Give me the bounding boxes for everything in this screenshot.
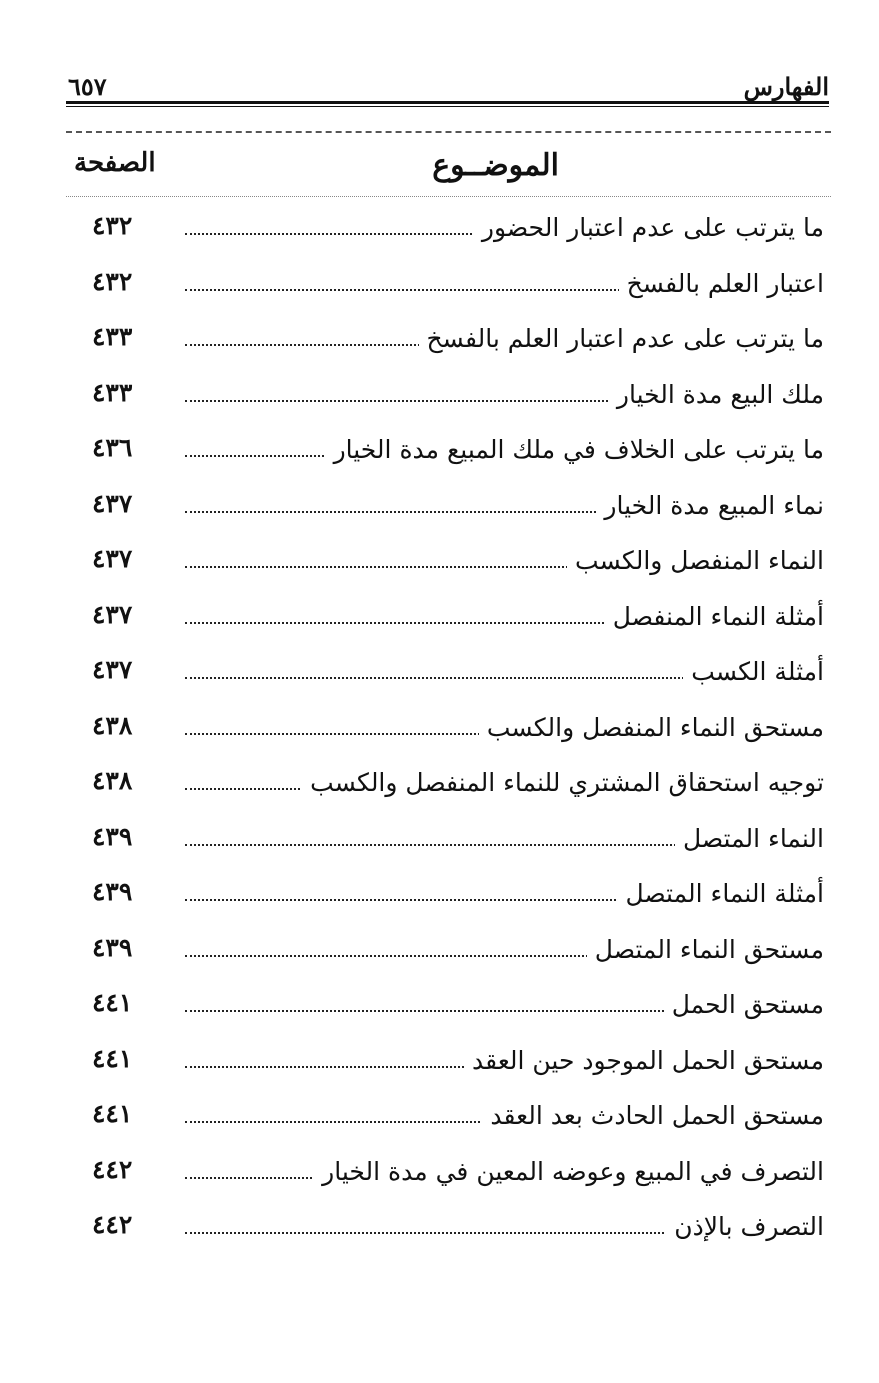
entry-page-number: ٤٤١ (92, 988, 133, 1017)
page-column-heading: الصفحة (74, 148, 156, 178)
entry-topic: توجيه استحقاق المشتري للنماء المنفصل والكسب (302, 768, 824, 797)
index-entry (0, 1091, 879, 1147)
entry-page-number: ٤٣٩ (92, 821, 133, 851)
index-entry (0, 758, 879, 814)
index-entry (0, 1202, 879, 1258)
entry-page-number: ٤٣٨ (92, 766, 133, 795)
entry-page-number: ٤٣٧ (92, 655, 133, 684)
index-entry (0, 481, 879, 537)
index-entry (0, 370, 879, 426)
entry-topic: أمثلة الكسب (683, 657, 824, 686)
entry-page-number: ٤٣٦ (92, 433, 133, 462)
index-entry (0, 1147, 879, 1203)
entry-page-number: ٤٣٢ (92, 266, 133, 296)
entry-topic: اعتبار العلم بالفسخ (619, 269, 824, 298)
entry-topic: مستحق الحمل الحادث بعد العقد (482, 1101, 824, 1130)
header-title: الفهارس (743, 72, 829, 101)
entry-page-number: ٤٣٧ (92, 544, 133, 573)
entry-topic: أمثلة النماء المنفصل (605, 602, 824, 631)
entry-page-number: ٤٣٣ (92, 322, 133, 351)
entry-page-number: ٤٤٢ (92, 1210, 133, 1239)
entry-topic: مستحق النماء المنفصل والكسب (479, 713, 824, 742)
header-page-number: ٦٥٧ (68, 72, 107, 101)
entry-page-number: ٤٣٧ (92, 599, 133, 629)
entry-topic: مستحق الحمل الموجود حين العقد (464, 1046, 824, 1075)
entry-topic: ما يترتب على الخلاف في ملك المبيع مدة الخيار (326, 435, 824, 464)
entry-page-number: ٤٤١ (92, 1043, 133, 1073)
entry-topic: التصرف بالإذن (666, 1212, 824, 1241)
entry-topic: أمثلة النماء المتصل (617, 879, 824, 908)
entry-topic: ما يترتب على عدم اعتبار الحضور (474, 213, 824, 242)
entry-topic: النماء المنفصل والكسب (567, 546, 824, 575)
entry-topic: ما يترتب على عدم اعتبار العلم بالفسخ (419, 324, 825, 353)
entry-page-number: ٤٣٩ (92, 877, 133, 906)
dashed-divider (66, 131, 831, 133)
entry-topic: نماء المبيع مدة الخيار (596, 491, 824, 520)
column-headings (66, 148, 829, 188)
entry-topic: النماء المتصل (675, 824, 824, 853)
index-entry (0, 925, 879, 981)
entry-page-number: ٤٣٣ (92, 377, 133, 407)
entry-topic: مستحق الحمل (664, 990, 824, 1019)
topic-column-heading: الموضــوع (432, 148, 559, 183)
index-entry (0, 592, 879, 648)
index-entry (0, 980, 879, 1036)
index-entry (0, 259, 879, 315)
header-rule-thin (66, 106, 829, 107)
dotted-divider (66, 196, 831, 197)
index-entry (0, 425, 879, 481)
index-entry (0, 647, 879, 703)
entry-page-number: ٤٣٢ (92, 211, 133, 240)
entry-page-number: ٤٤١ (92, 1099, 133, 1128)
index-entry (0, 703, 879, 759)
index-entry (0, 869, 879, 925)
entry-page-number: ٤٣٧ (92, 488, 133, 518)
entry-page-number: ٤٣٨ (92, 710, 133, 740)
entry-topic: ملك البيع مدة الخيار (609, 380, 824, 409)
index-entry (0, 314, 879, 370)
index-entry (0, 203, 879, 259)
index-entry (0, 814, 879, 870)
entry-page-number: ٤٣٩ (92, 932, 133, 962)
index-entries (0, 203, 879, 1258)
entry-topic: مستحق النماء المتصل (587, 935, 824, 964)
index-entry (0, 536, 879, 592)
running-header (68, 70, 829, 100)
entry-page-number: ٤٤٢ (92, 1154, 133, 1184)
index-entry (0, 1036, 879, 1092)
header-rule-thick (66, 101, 829, 104)
entry-topic: التصرف في المبيع وعوضه المعين في مدة الخيار (314, 1157, 824, 1186)
